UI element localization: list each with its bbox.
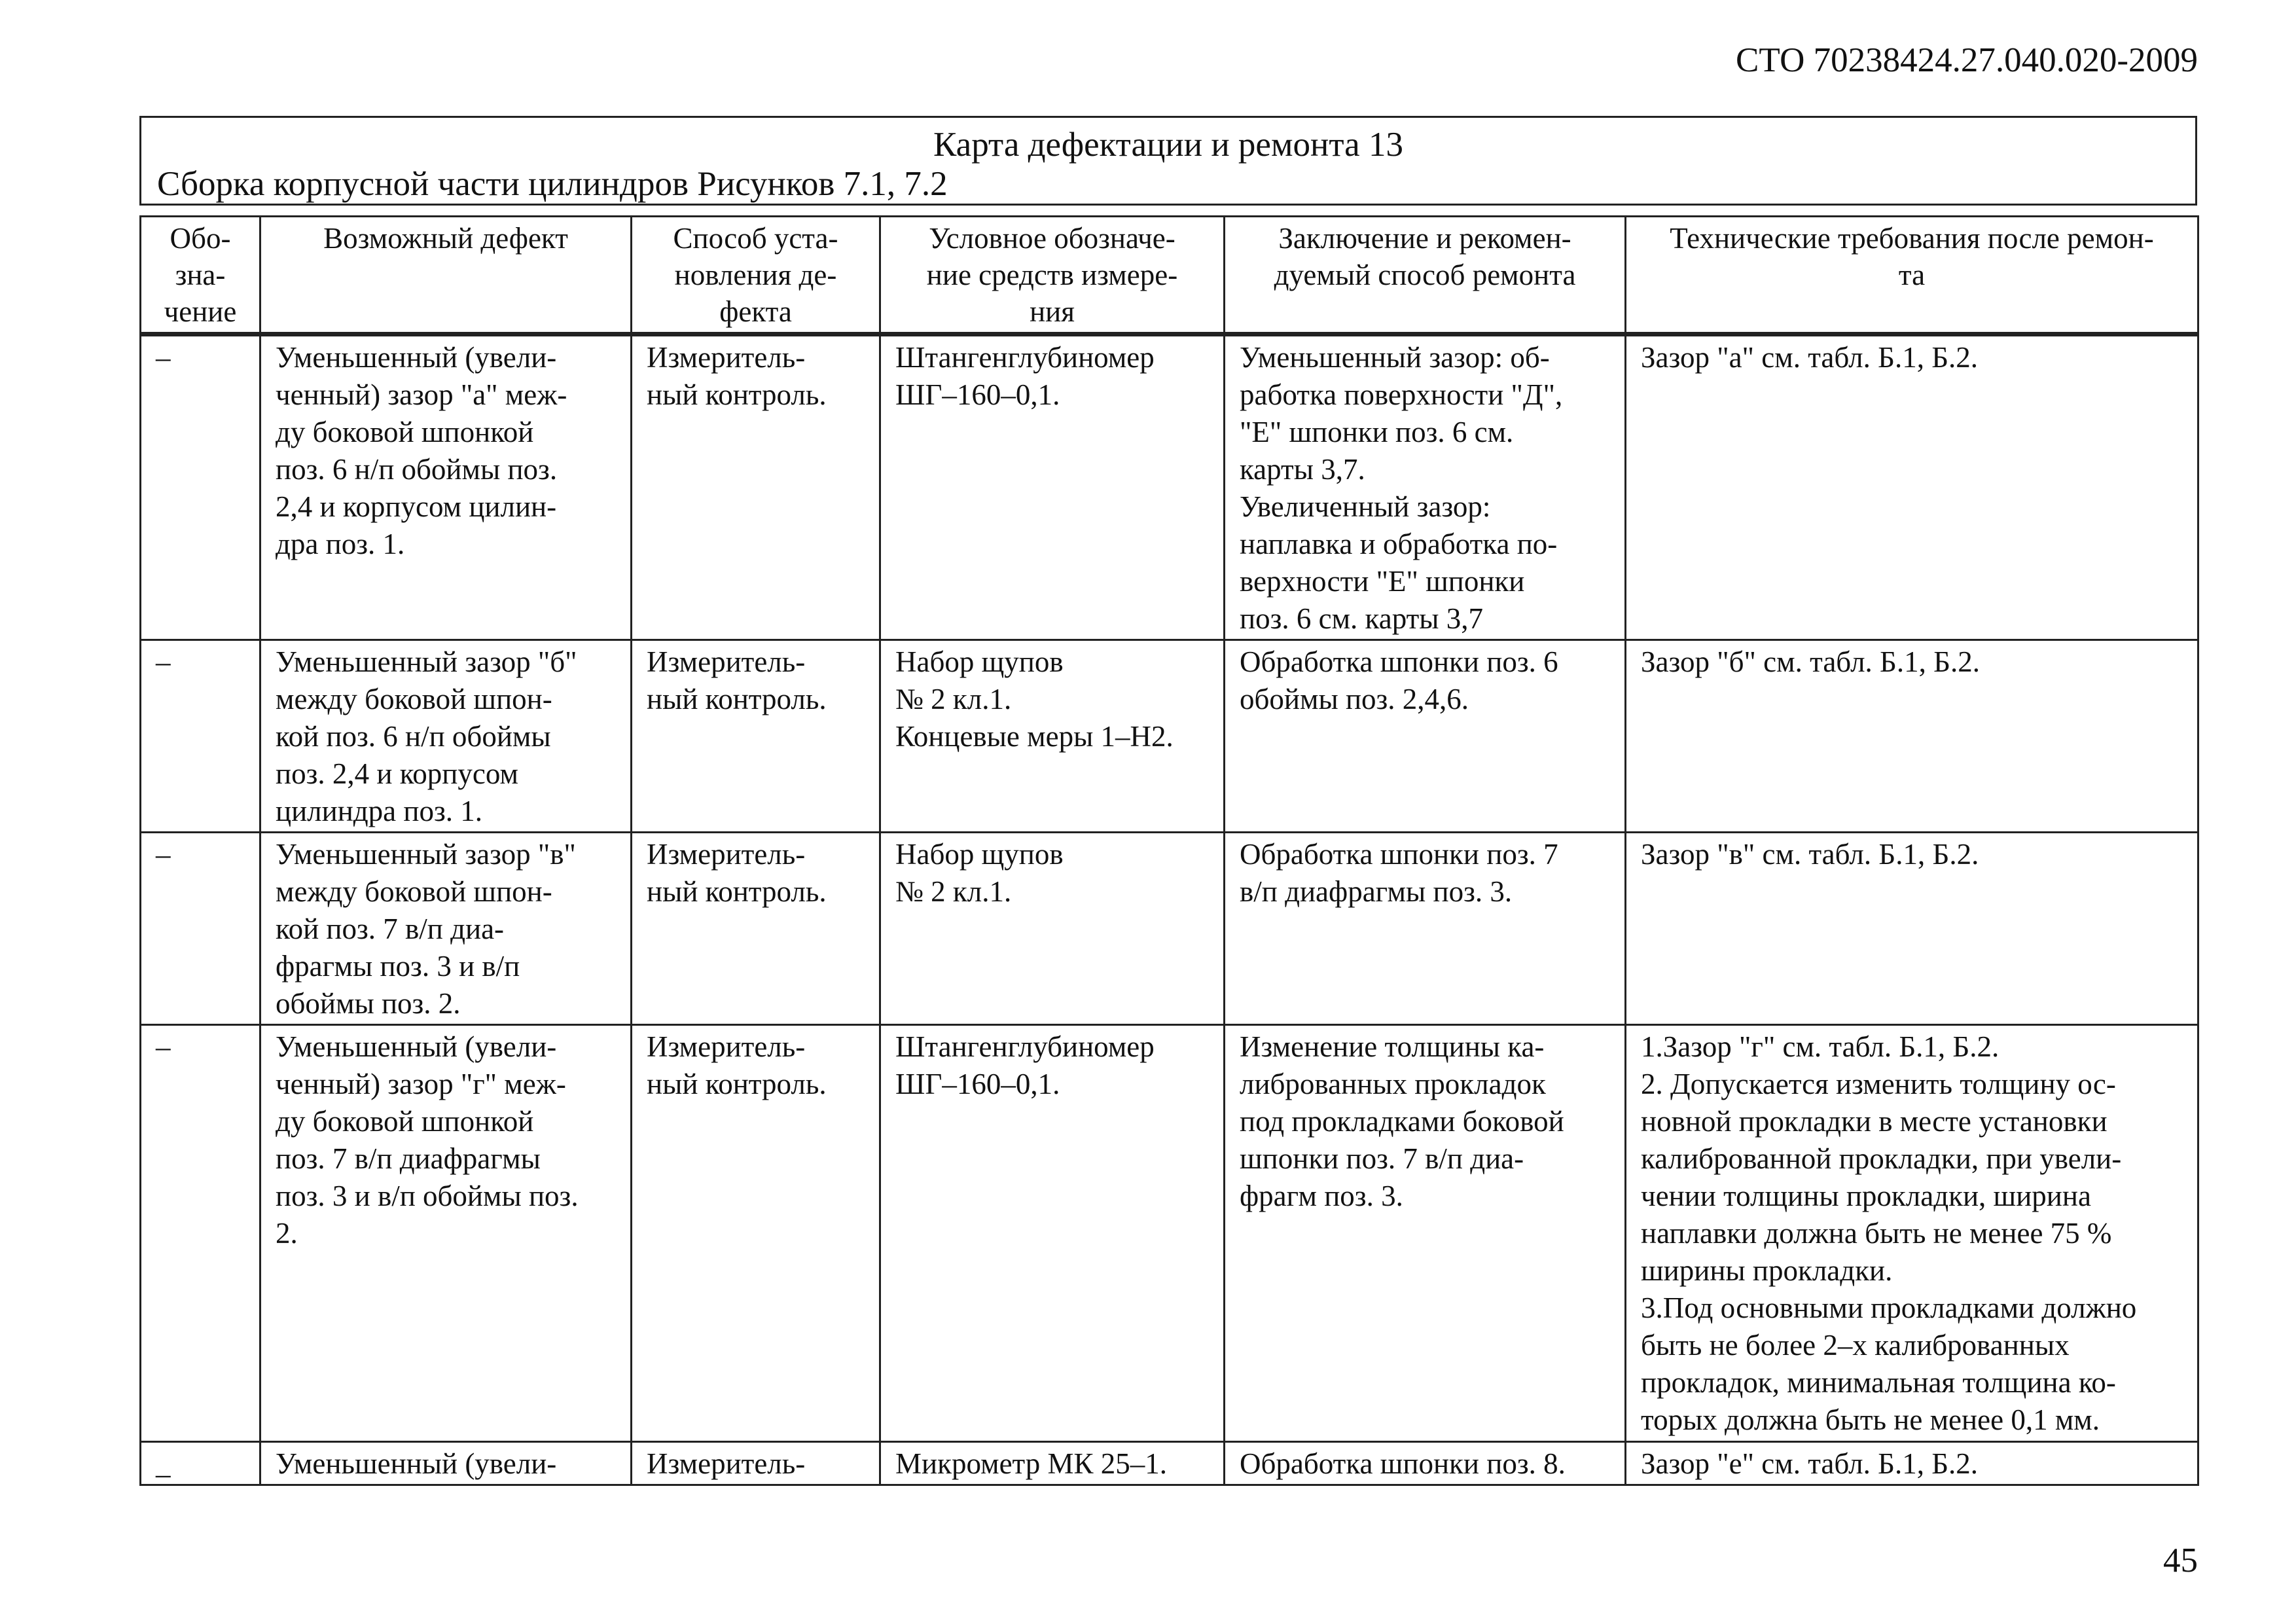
text-line: Зазор "а" см. табл. Б.1, Б.2. [1641, 341, 1979, 374]
text-line: ченный) зазор "а" меж- [276, 378, 567, 411]
page-number: 45 [2163, 1542, 2198, 1579]
text-line: ШГ–160–0,1. [895, 1068, 1060, 1100]
header-technical-requirements [1626, 217, 2198, 334]
cell-requirements [1626, 1025, 2198, 1442]
text-line: под прокладками боковой [1240, 1105, 1564, 1138]
cell-method [632, 1442, 880, 1485]
text-line: дуемый способ ремонта [1274, 259, 1576, 291]
text-line: 3.Под основными прокладками должно [1641, 1291, 2137, 1324]
text-line: Условное обозначе- [929, 222, 1175, 255]
cell-defect [260, 833, 632, 1025]
text-line: работка поверхности "Д", [1240, 378, 1563, 411]
text-line: Микрометр МК 25–1. [895, 1447, 1168, 1480]
text-line: верхности "Е" шпонки [1240, 565, 1525, 598]
cell-requirements [1626, 833, 2198, 1025]
text-line: та [1898, 259, 1926, 291]
text-line: зна- [175, 259, 226, 291]
text-line: ния [1030, 295, 1075, 328]
text-line: 1.Зазор "г" см. табл. Б.1, Б.2. [1641, 1030, 2000, 1063]
text-line: № 2 кл.1. [895, 875, 1012, 908]
text-line: новления де- [674, 259, 837, 291]
text-line: Уменьшенный зазор: об- [1240, 341, 1550, 374]
text-line: Штангенглубиномер [895, 341, 1155, 374]
header-possible-defect [260, 217, 632, 334]
text-line: дра поз. 1. [276, 528, 405, 560]
text-line: в/п диафрагмы поз. 3. [1240, 875, 1513, 908]
text-line: Обработка шпонки поз. 6 [1240, 645, 1558, 678]
text-line: Зазор "е" см. табл. Б.1, Б.2. [1641, 1447, 1979, 1480]
text-line: ду боковой шпонкой [276, 416, 534, 448]
text-line: цилиндра поз. 1. [276, 795, 483, 827]
text-line: поз. 3 и в/п обоймы поз. [276, 1180, 579, 1212]
text-line: ШГ–160–0,1. [895, 378, 1060, 411]
text-line: ный контроль. [647, 378, 827, 411]
cell-tools [880, 1442, 1225, 1485]
cell-defect [260, 1025, 632, 1442]
text-line: поз. 6 см. карты 3,7 [1240, 602, 1484, 635]
text-line: фрагм поз. 3. [1240, 1180, 1403, 1212]
text-line: – [156, 341, 171, 374]
table-row [141, 1025, 2198, 1442]
text-line: ный контроль. [647, 1068, 827, 1100]
text-line: ние средств измере- [926, 259, 1178, 291]
cell-tools [880, 640, 1225, 833]
cell-tools [880, 334, 1225, 640]
cell-defect [260, 1442, 632, 1485]
text-line: 2. [276, 1217, 298, 1250]
text-line: Обо- [170, 222, 231, 255]
cell-repair [1225, 1442, 1626, 1485]
cell-defect [260, 334, 632, 640]
text-line: Измеритель- [647, 1030, 806, 1063]
text-line: Набор щупов [895, 645, 1064, 678]
text-line: торых должна быть не менее 0,1 мм. [1641, 1403, 2100, 1436]
text-line: Увеличенный зазор: [1240, 490, 1491, 523]
text-line: Измеритель- [647, 1447, 806, 1480]
text-line: наплавка и обработка по- [1240, 528, 1558, 560]
text-line: Уменьшенный зазор "в" [276, 838, 576, 871]
text-line: ный контроль. [647, 875, 827, 908]
text-line: _ [156, 1447, 171, 1480]
text-line: Возможный дефект [323, 222, 568, 255]
text-line: 2,4 и корпусом цилин- [276, 490, 557, 523]
text-line: Уменьшенный (увели- [276, 341, 557, 374]
text-line: Измеритель- [647, 341, 806, 374]
text-line: обоймы поз. 2. [276, 987, 461, 1020]
table-row [141, 1442, 2198, 1485]
text-line: ширины прокладки. [1641, 1254, 1893, 1287]
text-line: Штангенглубиномер [895, 1030, 1155, 1063]
text-line: между боковой шпон- [276, 875, 552, 908]
text-line: – [156, 1030, 171, 1063]
cell-method [632, 334, 880, 640]
cell-designation [141, 1025, 260, 1442]
title-box [139, 116, 2197, 206]
text-line: ду боковой шпонкой [276, 1105, 534, 1138]
header-row [141, 217, 2198, 334]
text-line: Концевые меры 1–Н2. [895, 720, 1174, 753]
table-row [141, 833, 2198, 1025]
text-line: Уменьшенный (увели- [276, 1030, 557, 1063]
document-code: СТО 70238424.27.040.020-2009 [1736, 41, 2198, 79]
cell-repair [1225, 640, 1626, 833]
text-line: быть не более 2–х калиброванных [1641, 1329, 2070, 1362]
header-detection-method [632, 217, 880, 334]
text-line: Измеритель- [647, 645, 806, 678]
cell-designation [141, 640, 260, 833]
cell-requirements [1626, 640, 2198, 833]
cell-repair [1225, 833, 1626, 1025]
defect-repair-table [139, 215, 2199, 1486]
header-measuring-tools [880, 217, 1225, 334]
text-line: чение [164, 295, 237, 328]
text-line: наплавки должна быть не менее 75 % [1641, 1217, 2112, 1250]
text-line: – [156, 645, 171, 678]
text-line: ный контроль. [647, 683, 827, 715]
text-line: Заключение и рекомен- [1278, 222, 1571, 255]
header-designation [141, 217, 260, 334]
card-subtitle: Сборка корпусной части цилиндров Рисунков 7.1, 7.2 [157, 165, 948, 203]
text-line: № 2 кл.1. [895, 683, 1012, 715]
text-line: Зазор "в" см. табл. Б.1, Б.2. [1641, 838, 1979, 871]
text-line: карты 3,7. [1240, 453, 1365, 486]
text-line: обоймы поз. 2,4,6. [1240, 683, 1469, 715]
text-line: Уменьшенный зазор "б" [276, 645, 577, 678]
cell-method [632, 640, 880, 833]
header-repair-recommendation [1225, 217, 1626, 334]
cell-tools [880, 833, 1225, 1025]
cell-repair [1225, 1025, 1626, 1442]
text-line: – [156, 838, 171, 871]
text-line: Технические требования после ремон- [1670, 222, 2154, 255]
text-line: поз. 7 в/п диафрагмы [276, 1142, 541, 1175]
table-row [141, 334, 2198, 640]
text-line: прокладок, минимальная толщина ко- [1641, 1366, 2116, 1399]
text-line: Изменение толщины ка- [1240, 1030, 1545, 1063]
cell-designation [141, 1442, 260, 1485]
text-line: поз. 2,4 и корпусом [276, 757, 518, 790]
card-title: Карта дефектации и ремонта 13 [933, 126, 1403, 164]
text-line: Зазор "б" см. табл. Б.1, Б.2. [1641, 645, 1980, 678]
text-line: Обработка шпонки поз. 7 [1240, 838, 1558, 871]
text-line: ченный) зазор "г" меж- [276, 1068, 566, 1100]
text-line: Обработка шпонки поз. 8. [1240, 1447, 1566, 1480]
text-line: Набор щупов [895, 838, 1064, 871]
text-line: калиброванной прокладки, при увели- [1641, 1142, 2122, 1175]
cell-requirements [1626, 1442, 2198, 1485]
text-line: новной прокладки в месте установки [1641, 1105, 2108, 1138]
cell-designation [141, 833, 260, 1025]
cell-method [632, 833, 880, 1025]
table-row [141, 640, 2198, 833]
cell-method [632, 1025, 880, 1442]
cell-tools [880, 1025, 1225, 1442]
cell-defect [260, 640, 632, 833]
text-line: кой поз. 6 н/п обоймы [276, 720, 551, 753]
text-line: либрованных прокладок [1240, 1068, 1546, 1100]
text-line: шпонки поз. 7 в/п диа- [1240, 1142, 1524, 1175]
text-line: фрагмы поз. 3 и в/п [276, 950, 520, 983]
text-line: "Е" шпонки поз. 6 см. [1240, 416, 1514, 448]
text-line: фекта [719, 295, 792, 328]
text-line: Уменьшенный (увели- [276, 1447, 557, 1480]
text-line: между боковой шпон- [276, 683, 552, 715]
text-line: Измеритель- [647, 838, 806, 871]
text-line: чении толщины прокладки, ширина [1641, 1180, 2091, 1212]
text-line: кой поз. 7 в/п диа- [276, 912, 505, 945]
cell-repair [1225, 334, 1626, 640]
cell-designation [141, 334, 260, 640]
text-line: 2. Допускается изменить толщину ос- [1641, 1068, 2116, 1100]
text-line: Способ уста- [673, 222, 838, 255]
text-line: поз. 6 н/п обоймы поз. [276, 453, 558, 486]
cell-requirements [1626, 334, 2198, 640]
